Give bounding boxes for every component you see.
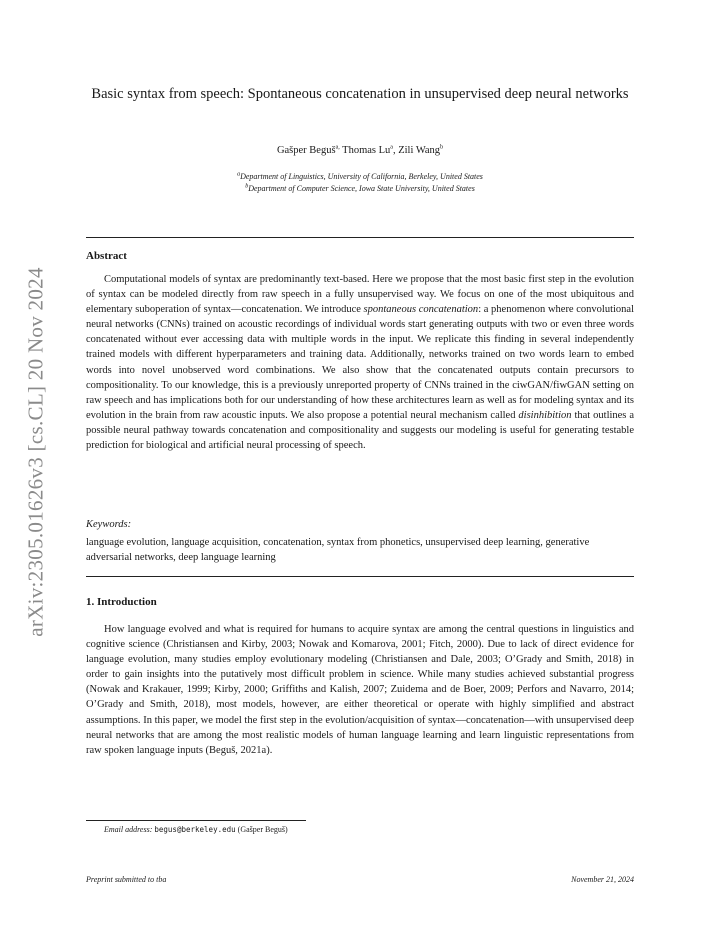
- affiliation-text: Department of Linguistics, University of California, Berkeley, United States: [240, 172, 483, 181]
- affiliation-mark: a: [237, 171, 241, 178]
- abstract-text: : a phenomenon where convolutional neural networks (CNNs) trained on acoustic recordings of individual words start generating outputs with two or even three words concatenated without ever accessing data with multiple words in the input. We replicate this finding in several independently trained models with different hyperparameters and training data. Additionally, networks trained on two words learn to embed words into novel unobserved word combinations. We also show that the concatenated outputs contain precursors to compositionality. To our knowledge, this is a previously unreported property of CNNs trained in the ciwGAN/fiwGAN setting on raw speech and has implications both for our understanding of how these architectures learn as well as for modeling syntax and its evolution in the brain from raw acoustic inputs. We also propose a potential neural mechanism called: [86, 304, 634, 421]
- footer-date: November 21, 2024: [571, 875, 634, 884]
- author-name: Zili Wang: [398, 145, 441, 156]
- abstract-body: [86, 272, 634, 453]
- abstract-emphasis: disinhibition: [518, 409, 572, 421]
- abstract-heading: Abstract: [86, 250, 127, 262]
- affiliation-mark: b: [245, 183, 249, 190]
- author-name: Gašper Beguš: [276, 145, 336, 156]
- affiliation-text: Department of Computer Science, Iowa State University, United States: [248, 184, 475, 193]
- author-affil-mark: b: [440, 144, 444, 151]
- author-affil-mark: a,: [335, 144, 340, 151]
- affiliation-line: [86, 171, 634, 183]
- abstract-top-rule: [86, 237, 634, 238]
- abstract-text: that outlines a possible neural pathway towards concatenation and compositionality and suggests our modeling is useful for generating testable prediction for biological and artificial neural processing of speech.: [86, 409, 635, 452]
- keywords-list: language evolution, language acquisition, concatenation, syntax from phonetics, unsupervised deep learning, generative adversarial networks, deep language learning: [86, 537, 590, 563]
- keywords-label: Keywords:: [86, 519, 132, 530]
- arxiv-identifier[interactable]: arXiv:2305.01626v3 [cs.CL] 20 Nov 2024: [23, 267, 48, 637]
- author-email-link[interactable]: begus@berkeley.edu: [154, 825, 236, 834]
- footnote-rule: [86, 820, 306, 821]
- footnote-label: Email address:: [104, 825, 153, 834]
- author-list: [86, 145, 634, 156]
- introduction-heading: 1. Introduction: [86, 596, 157, 608]
- abstract-text: Computational models of syntax are predominantly text-based. Here we propose that the most basic first step in the evolution of syntax can be modeled directly from raw speech in a fully unsupervised way. We focus on one of the most ubiquitous and elementary suboperation of syntax—concatenation. We introduce: [86, 274, 634, 316]
- footnote-author: (Gašper Beguš): [237, 825, 288, 834]
- affiliation-line: [86, 183, 634, 195]
- abstract-bottom-rule: [86, 576, 634, 577]
- author-name: Thomas Lu: [342, 145, 391, 156]
- author-separator: ,: [392, 145, 399, 156]
- footer-venue: Preprint submitted to tba: [86, 875, 167, 884]
- paper-title: Basic syntax from speech: Spontaneous concatenation in unsupervised deep neural networks: [91, 86, 629, 102]
- abstract-emphasis: spontaneous concatenation: [363, 304, 479, 316]
- footnote: [104, 825, 288, 834]
- introduction-paragraph: How language evolved and what is required for humans to acquire syntax are among the central questions in linguistics and cognitive science (Christiansen and Kirby, 2003; Nowak and Komarova, 2001; Fitch, 2000). Due to lack of direct evidence for language evolution, many studies employ evolutionary modeling (Christiansen and Dale, 2003; O’Grady and Smith, 2018) in order to gain insights into the putatively most difficult problem in science. While many studies achieved substantial progress (Nowak and Krakauer, 1999; Kirby, 2000; Griffiths and Kalish, 2007; Zuidema and de Boer, 2009; Perfors and Navarro, 2014; O’Grady and Smith, 2018), most models, however, are either theoretical or operate with highly simplified and abstract assumptions. In this paper, we model the first step in the evolution/acquisition of syntax—concatenation—with unsupervised deep neural networks that are among the most realistic models of human language learning and learn linguistic representations from raw spoken language inputs (Beguš, 2021a).: [86, 624, 634, 756]
- affiliations: [86, 171, 634, 195]
- author-affil-mark: a: [390, 144, 393, 151]
